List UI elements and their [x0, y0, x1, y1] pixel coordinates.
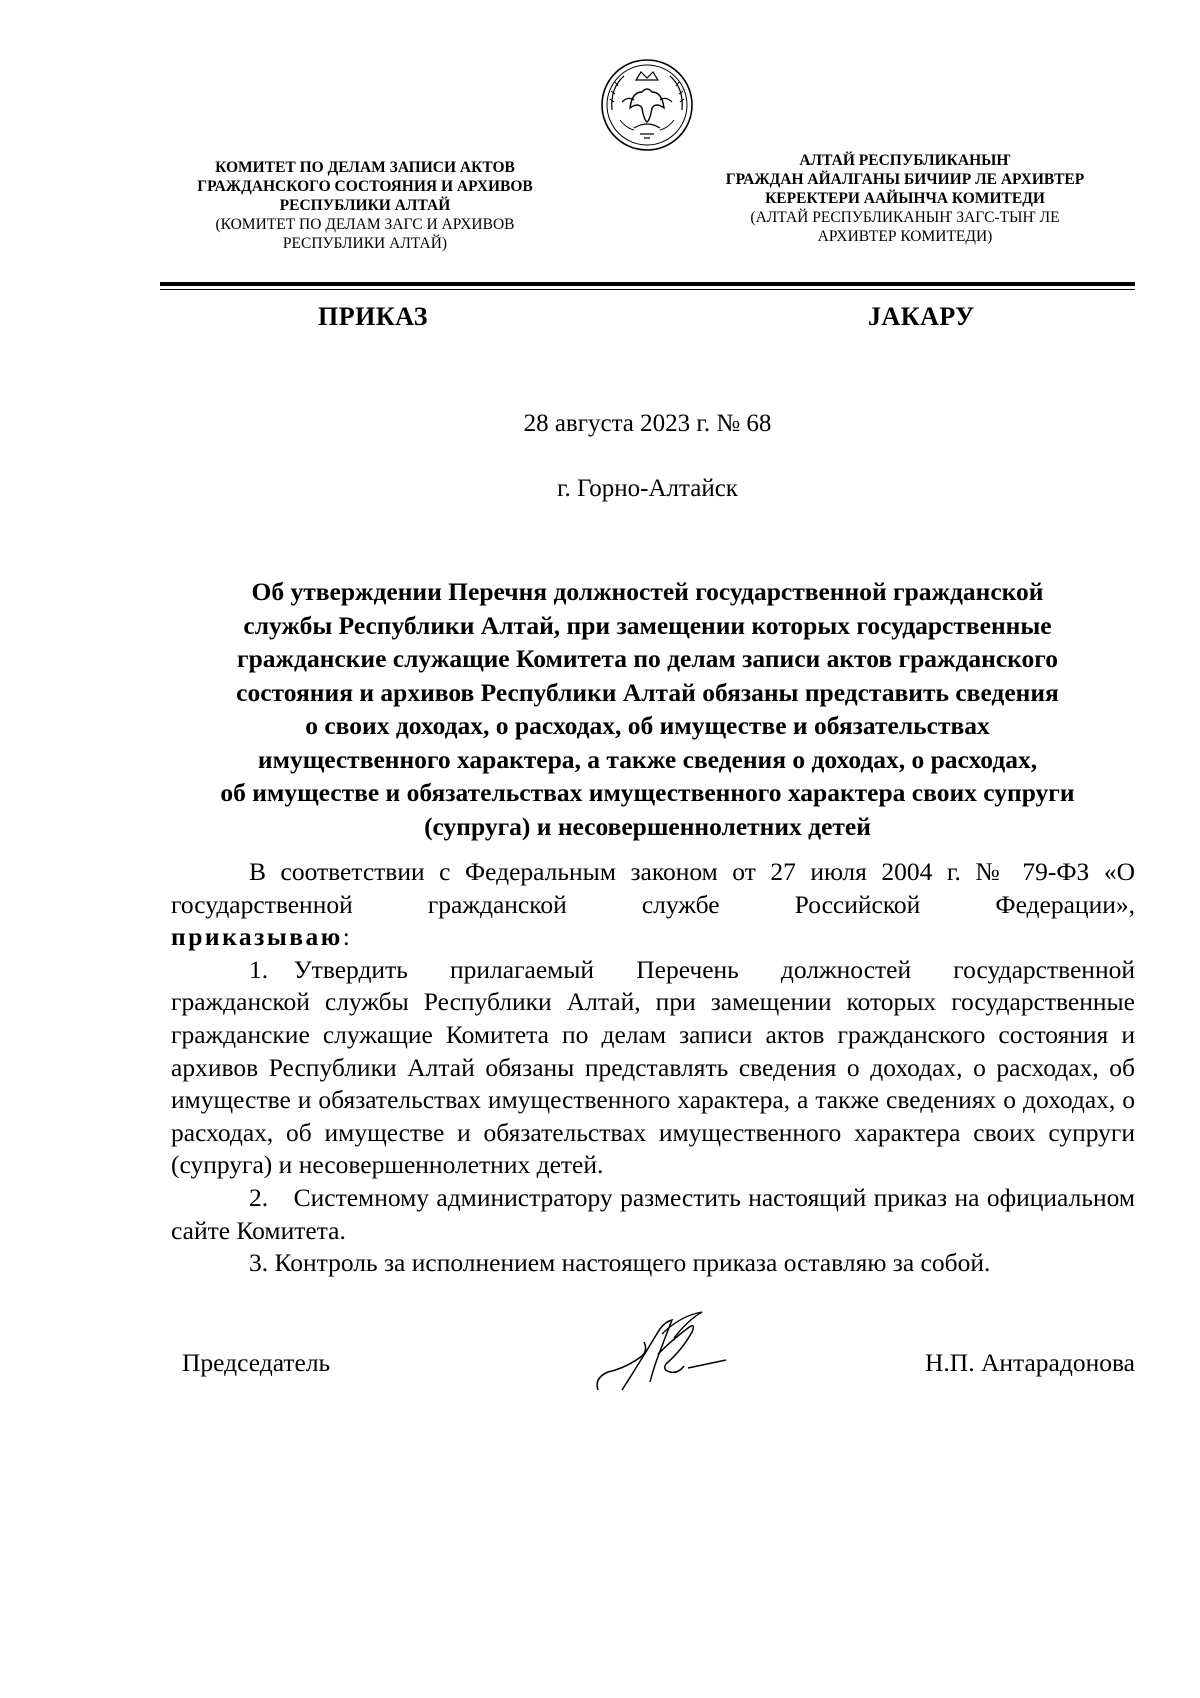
header-left-line: КОМИТЕТ ПО ДЕЛАМ ЗАПИСИ АКТОВ: [215, 159, 515, 176]
header-right-line: АРХИВТЕР КОМИТЕДИ): [817, 228, 993, 245]
item-2: 2. Системному администратору разместить настоящий приказ на официальном сайте Комитета.: [171, 1182, 1135, 1245]
header-divider-thick: [160, 282, 1135, 286]
coat-of-arms-icon: [600, 58, 694, 152]
item-1: 1. Утвердить прилагаемый Перечень должностей государственной гражданской службы Республики Алтай, при замещении которых государственные гражданские служащие Комитета по делам записи актов гражданского состояния и архивов Республики Алтай обязаны представлять сведения о доходах, о расходах, об имуществе и обязательствах имущественного характера, а также сведениях о доходах, о расходах, об имуществе и обязательствах имущественного характера своих супруги (супруга) и несовершеннолетних детей.: [171, 954, 1135, 1180]
document-body: [171, 856, 1135, 1280]
header-left-org: [170, 158, 560, 253]
header-left-line: РЕСПУБЛИКИ АЛТАЙ): [282, 235, 448, 252]
handwritten-signature: [592, 1310, 742, 1410]
header-left-line: ГРАЖДАНСКОГО СОСТОЯНИЯ И АРХИВОВ: [197, 178, 533, 195]
doc-type-ru: ПРИКАЗ: [318, 302, 429, 331]
document-title: [175, 575, 1120, 843]
preamble-paragraph: В соответствии с Федеральным законом от 27 июля 2004 г. № 79-ФЗ «О государственной гражданской службе Российской Федерации»,: [171, 857, 1135, 919]
title-line: о своих доходах, о расходах, об имуществе и обязательствах: [305, 711, 990, 740]
signatory-title: Председатель: [182, 1348, 331, 1377]
order-line: [171, 921, 1135, 954]
header-right-line: КЕРЕКТЕРИ ААЙЫНЧА КОМИТЕДИ: [765, 190, 1045, 207]
title-line: гражданские служащие Комитета по делам записи актов гражданского: [237, 644, 1058, 673]
title-line: Об утверждении Перечня должностей государственной гражданской: [251, 577, 1044, 606]
order-word: приказываю: [171, 922, 343, 952]
header-right-line: (АЛТАЙ РЕСПУБЛИКАНЫҤ ЗАГС-ТЫҤ ЛЕ: [750, 209, 1060, 226]
header-divider-thin: [160, 289, 1135, 290]
city: г. Горно-Алтайск: [557, 475, 738, 502]
title-line: службы Республики Алтай, при замещении которых государственные: [243, 610, 1052, 640]
header-left-line: РЕСПУБЛИКИ АЛТАЙ: [279, 197, 451, 214]
header-right-line: ГРАЖДАН АЙАЛГАНЫ БИЧИИР ЛЕ АРХИВТЕР: [725, 171, 1085, 188]
doc-type-alt: ЈАКАРУ: [868, 302, 975, 331]
title-line: (супруга) и несовершеннолетних детей: [424, 811, 871, 841]
header-left-line: (КОМИТЕТ ПО ДЕЛАМ ЗАГС И АРХИВОВ: [215, 216, 515, 233]
title-line: об имуществе и обязательствах имущественного характера своих супруги: [220, 778, 1075, 807]
header-right-org: [700, 151, 1110, 246]
title-line: имущественного характера, а также сведения о доходах, о расходах,: [257, 744, 1038, 774]
signatory-name: Н.П. Антарадонова: [924, 1348, 1135, 1377]
header-right-line: АЛТАЙ РЕСПУБЛИКАНЫҤ: [799, 152, 1011, 169]
date-number: 28 августа 2023 г. № 68: [523, 410, 772, 437]
title-line: состояния и архивов Республики Алтай обязаны представить сведения: [236, 677, 1059, 707]
order-colon: :: [342, 922, 350, 952]
item-3: 3. Контроль за исполнением настоящего приказа оставляю за собой.: [249, 1248, 991, 1278]
